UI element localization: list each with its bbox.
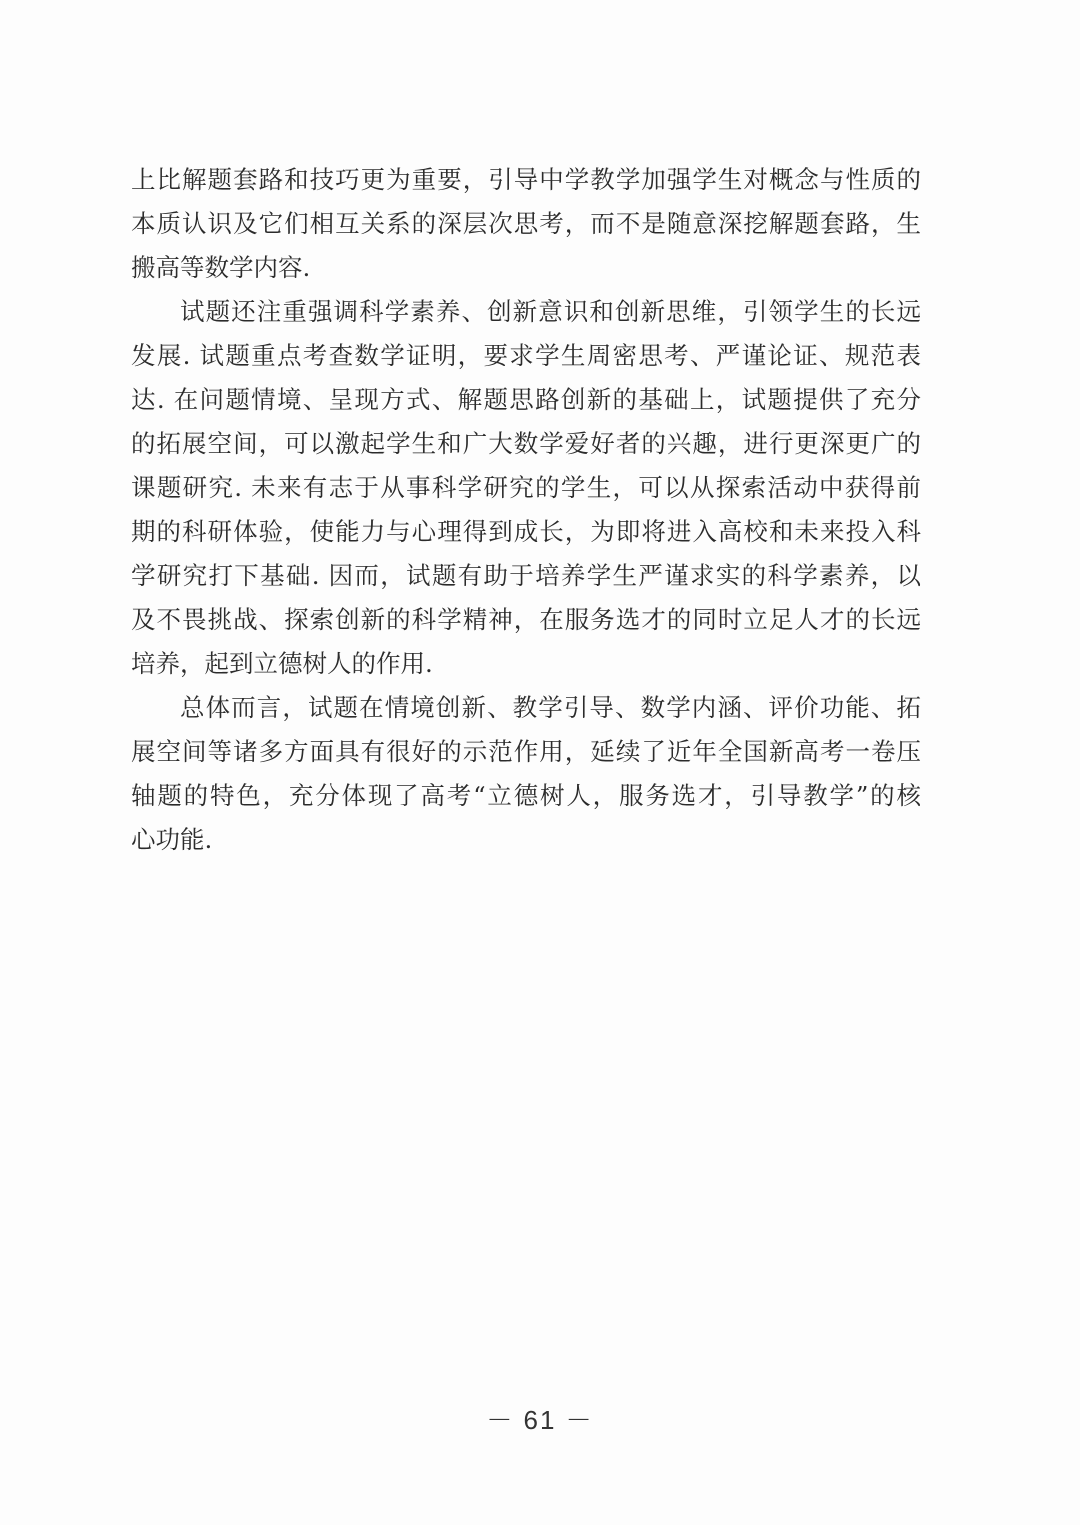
text-line: 发展. 试题重点考查数学证明，要求学生周密思考、严谨论证、规范表 [131,341,921,370]
page-number: － 61 － [486,1405,594,1435]
text-line: 心功能. [131,825,213,854]
paragraph-2 [131,290,921,686]
text-line: 的拓展空间，可以激起学生和广大数学爱好者的兴趣，进行更深更广的 [131,429,921,458]
text-line: 展空间等诸多方面具有很好的示范作用，延续了近年全国新高考一卷压 [131,737,921,766]
text-line: 学研究打下基础. 因而，试题有助于培养学生严谨求实的科学素养，以 [131,561,921,590]
text-line: 上比解题套路和技巧更为重要，引导中学教学加强学生对概念与性质的 [131,165,921,194]
text-line: 课题研究. 未来有志于从事科学研究的学生，可以从探索活动中获得前 [131,473,921,502]
text-line: 及不畏挑战、探索创新的科学精神，在服务选才的同时立足人才的长远 [131,605,921,634]
text-line: 期的科研体验，使能力与心理得到成长，为即将进入高校和未来投入科 [131,517,921,546]
text-line: 达. 在问题情境、呈现方式、解题思路创新的基础上，试题提供了充分 [131,385,921,414]
text-line: 本质认识及它们相互关系的深层次思考，而不是随意深挖解题套路，生 [131,209,921,238]
paragraph-1 [131,158,921,290]
text-line: 试题还注重强调科学素养、创新意识和创新思维，引领学生的长远 [180,297,921,326]
paragraph-3 [131,686,921,862]
text-line: 培养，起到立德树人的作用. [131,649,433,678]
text-line: 总体而言，试题在情境创新、教学引导、数学内涵、评价功能、拓 [180,693,921,722]
text-line: 轴题的特色，充分体现了高考“立德树人，服务选才，引导教学”的核 [131,781,921,810]
body-text [131,158,921,862]
text-line: 搬高等数学内容. [131,253,311,282]
